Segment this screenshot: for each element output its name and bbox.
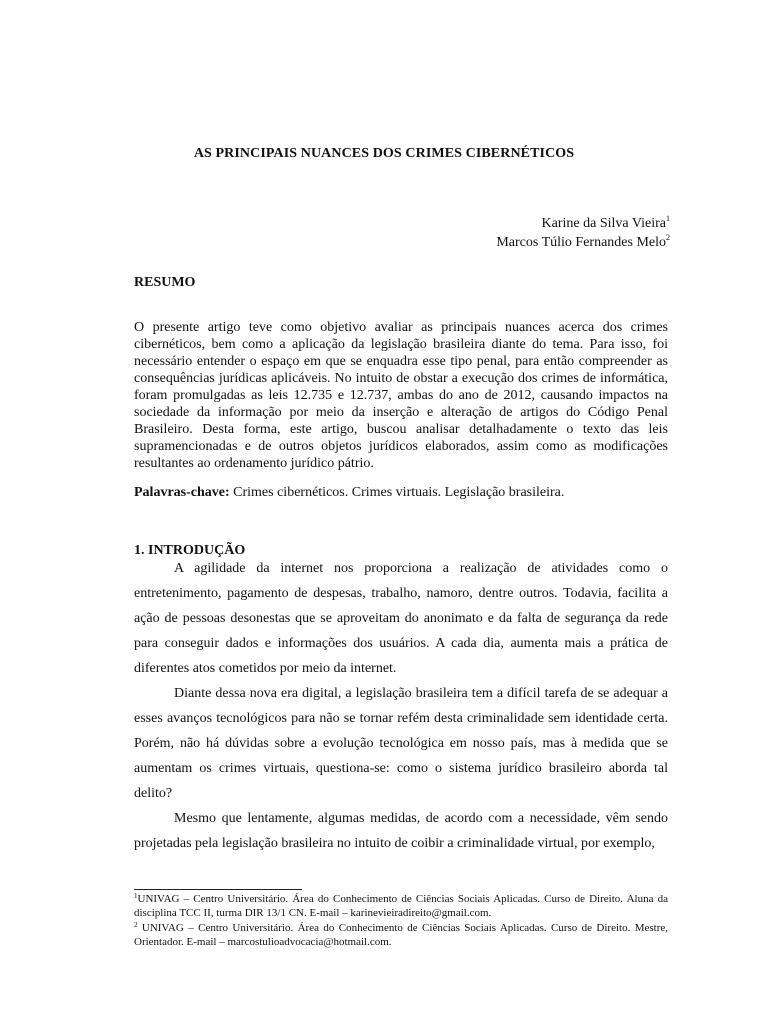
keywords — [134, 485, 668, 501]
body-paragraph: Diante dessa nova era digital, a legislação brasileira tem a difícil tarefa de se adequar a esses avanços tecnológicos para não se tornar refém desta criminalidade sem identidade certa. Porém, não há dúvidas sobre a evolução tecnológica em nosso país, mas à medida que se aumentam os crimes virtuais, questiona-se: como o sistema jurídico brasileiro aborda tal delito? — [134, 686, 668, 801]
author-name: Karine da Silva Vieira — [541, 216, 666, 231]
footnote-ref: 2 — [666, 233, 670, 242]
footnotes — [134, 893, 668, 951]
author-line — [496, 233, 670, 252]
footnote-text: UNIVAG – Centro Universitário. Área do Conhecimento de Ciências Sociais Aplicadas. Curso de Direito. Aluna da disciplina TCC II, turma DIR 13/1 CN. E-mail – karinevieiradireito@gmail.com. — [134, 893, 668, 919]
footnote-ref: 1 — [666, 214, 670, 223]
section-body — [134, 556, 668, 856]
keywords-label: Palavras-chave: — [134, 485, 230, 500]
keywords-text: Crimes cibernéticos. Crimes virtuais. Legislação brasileira. — [229, 485, 565, 500]
body-paragraph: Mesmo que lentamente, algumas medidas, de acordo com a necessidade, vêm sendo projetadas pela legislação brasileira no intuito de coibir a criminalidade virtual, por exemplo, — [134, 811, 668, 851]
footnote-mark: 2 — [134, 921, 138, 929]
footnote-mark: 1 — [134, 892, 138, 900]
footnote-separator — [134, 889, 302, 890]
footnote — [134, 893, 668, 920]
footnote — [134, 922, 668, 949]
author-list — [496, 214, 670, 252]
footnote-text: UNIVAG – Centro Universitário. Área do Conhecimento de Ciências Sociais Aplicadas. Curso de Direito. Mestre, Orientador. E-mail – marcostulioadvocacia@hotmail.com. — [134, 922, 668, 948]
paper-title: AS PRINCIPAIS NUANCES DOS CRIMES CIBERNÉTICOS — [193, 146, 575, 161]
author-line — [496, 214, 670, 233]
section-heading: 1. INTRODUÇÃO — [134, 543, 246, 558]
author-name: Marcos Túlio Fernandes Melo — [496, 235, 666, 250]
abstract-heading: RESUMO — [134, 275, 196, 290]
body-paragraph: A agilidade da internet nos proporciona a realização de atividades como o entretenimento, pagamento de despesas, trabalho, namoro, dentre outros. Todavia, facilita a ação de pessoas desonestas que se aproveitam do anonimato e da falta de segurança da rede para conseguir dados e informações dos usuários. A cada dia, aumenta mais a prática de diferentes atos cometidos por meio da internet. — [134, 561, 668, 676]
abstract-text: O presente artigo teve como objetivo avaliar as principais nuances acerca dos crimes cibernéticos, bem como a aplicação da legislação brasileira diante do tema. Para isso, foi necessário entender o espaço em que se enquadra esse tipo penal, para então compreender as consequências jurídicas aplicáveis. No intuito de obstar a execução dos crimes de informática, foram promulgadas as leis 12.735 e 12.737, ambas do ano de 2012, causando impactos na sociedade da informação por meio da inserção e alteração de artigos do Código Penal Brasileiro. Desta forma, este artigo, buscou analisar detalhadamente o texto das leis supramencionadas e de outros objetos jurídicos elaborados, assim como as modificações resultantes ao ordenamento jurídico pátrio. — [134, 320, 668, 471]
